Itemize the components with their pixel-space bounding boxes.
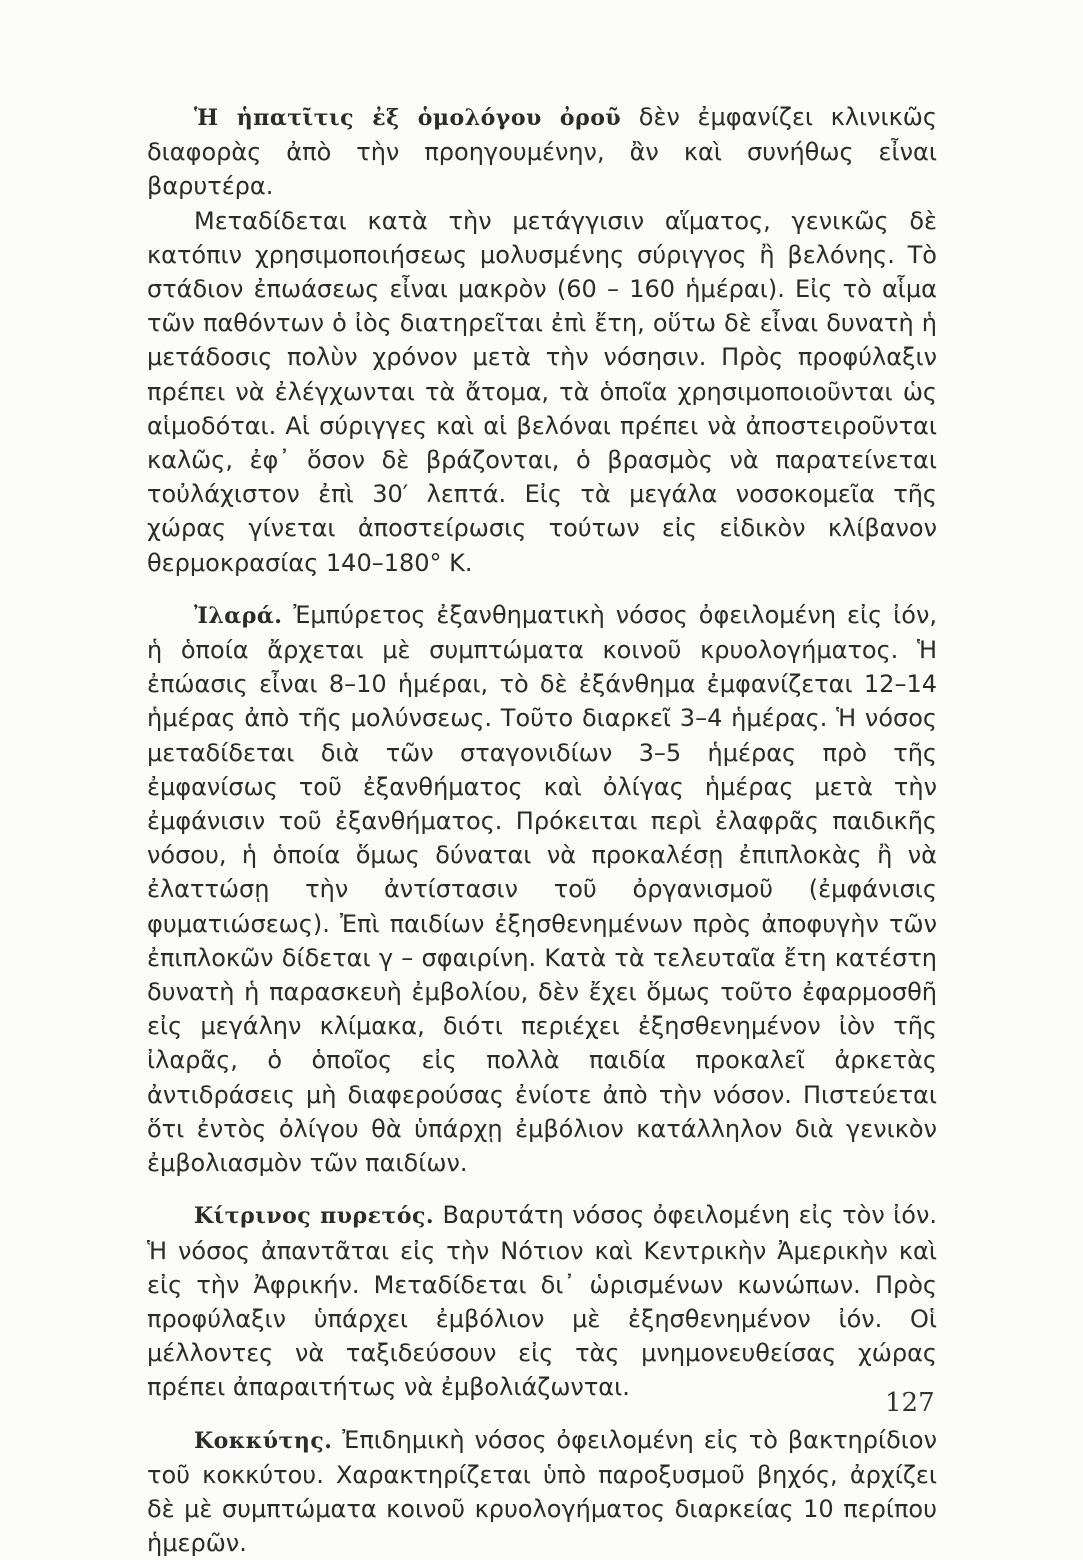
paragraph-text: Ἐμπύρετος ἐξανθηματικὴ νόσος ὀφειλομένη εἰς ἰόν, ἡ ὁποία ἄρχεται μὲ συμπτώματα κοινοῦ κρυολογήματος. Ἡ ἐπώασις εἶναι 8–10 ἡμέραι, τὸ δὲ ἐξάνθημα ἐμφανίζεται 12–14 ἡμέρας ἀπὸ τῆς μολύνσεως. Τοῦτο διαρκεῖ 3–4 ἡμέρας. Ἡ νόσος μεταδίδεται διὰ τῶν σταγονιδίων 3–5 ἡμέρας πρὸ τῆς ἐμφανίσως τοῦ ἐξανθήματος καὶ ὀλίγας ἡμέρας μετὰ τὴν ἐμφάνισιν τοῦ ἐξανθήματος. Πρόκειται περὶ ἐλαφρᾶς παιδικῆς νόσου, ἡ ὁποία ὅμως δύναται νὰ προκαλέσῃ ἐπιπλοκὰς ἢ νὰ ἐλαττώσῃ τὴν ἀντίστασιν τοῦ ὀργανισμοῦ (ἐμφάνισις φυματιώσεως). Ἐπὶ παιδίων ἐξησθενημένων πρὸς ἀποφυγὴν τῶν ἐπιπλοκῶν δίδεται γ – σφαιρίνη. Κατὰ τὰ τελευταῖα ἔτη κατέστη δυνατὴ ἡ παρασκευὴ ἐμβολίου, δὲν ἔχει ὅμως τοῦτο ἐφαρμοσθῆ εἰς μεγάλην κλίμακα, διότι περιέχει ἐξησθενημένον ἰὸν τῆς ἰλαρᾶς, ὁ ὁποῖος εἰς πολλὰ παιδία προκαλεῖ ἀρκετὰς ἀντιδράσεις μὴ διαφερούσας ἐνίοτε ἀπὸ τὴν νόσον. Πιστεύεται ὅτι ἐντὸς ὀλίγου θὰ ὑπάρχῃ ἐμβόλιον κατάλληλον διὰ γενικὸν ἐμβολιασμὸν τῶν παιδίων. bbox=[147, 600, 937, 1178]
paragraph-measles bbox=[147, 598, 937, 1180]
paragraph-heading: Κίτρινος πυρετός. bbox=[194, 1203, 435, 1230]
paragraph-heading: Ἰλαρά. bbox=[194, 602, 283, 629]
paragraph-yellow-fever bbox=[147, 1198, 937, 1404]
paragraph-heading: Κοκκύτης. bbox=[194, 1427, 333, 1454]
paragraph-pertussis bbox=[147, 1423, 937, 1560]
paragraph-text: Μεταδίδεται κατὰ τὴν μετάγγισιν αἵματος, γενικῶς δὲ κατόπιν χρησιμοποιήσεως μολυσμένης σύριγγος ἢ βελόνης. Τὸ στάδιον ἐπωάσεως εἶναι μακρὸν (60 – 160 ἡμέραι). Εἰς τὸ αἷμα τῶν παθόντων ὁ ἰὸς διατηρεῖται ἐπὶ ἔτη, οὕτω δὲ εἶναι δυνατὴ ἡ μετάδοσις πολὺν χρόνον μετὰ τὴν νόσησιν. Πρὸς προφύλαξιν πρέπει νὰ ἐλέγχωνται τὰ ἄτομα, τὰ ὁποῖα χρησιμοποιοῦνται ὡς αἱμοδόται. Αἱ σύριγγες καὶ αἱ βελόναι πρέπει νὰ ἀποστειροῦνται καλῶς, ἐφ᾽ ὅσον δὲ βράζονται, ὁ βρασμὸς νὰ παρατείνεται τοὐλάχιστον ἐπὶ 30′ λεπτά. Εἰς τὰ μεγάλα νοσοκομεῖα τῆς χώρας γίνεται ἀποστείρωσις τούτων εἰς εἰδικὸν κλίβανον θερμοκρασίας 140–180° Κ. bbox=[147, 206, 937, 577]
paragraph-text: Βαρυτάτη νόσος ὀφειλομένη εἰς τὸν ἰόν. Ἡ νόσος ἀπαντᾶται εἰς τὴν Νότιον καὶ Κεντρικὴν Ἀμερικὴν καὶ εἰς τὴν Ἀφρικήν. Μεταδίδεται δι᾽ ὡρισμένων κωνώπων. Πρὸς προφύλαξιν ὑπάρχει ἐμβόλιον μὲ ἐξησθενημένον ἰόν. Οἱ μέλλοντες νὰ ταξιδεύσουν εἰς τὰς μνημονευθείσας χώρας πρέπει ἀπαραιτήτως νὰ ἐμβολιάζωνται. bbox=[147, 1201, 938, 1402]
paragraph-text: Ἐπιδημικὴ νόσος ὀφειλομένη εἰς τὸ βακτηρίδιον τοῦ κοκκύτου. Χαρακτηρίζεται ὑπὸ παροξυσμοῦ βηχός, ἀρχίζει δὲ μὲ συμπτώματα κοινοῦ κρυολογήματος διαρκείας 10 περίπου ἡμερῶν. bbox=[147, 1425, 937, 1558]
paragraph-text: δὲν ἐμφανίζει κλινικῶς διαφορὰς ἀπὸ τὴν προηγουμένην, ἂν καὶ συνήθως εἶναι βαρυτέρα. bbox=[147, 103, 937, 201]
page-number: 127 bbox=[885, 1388, 935, 1418]
page-body bbox=[147, 100, 937, 1560]
paragraph-transmission bbox=[147, 204, 937, 580]
paragraph-heading: Ἡ ἡπατῖτις ἐξ ὁμολόγου ὀροῦ bbox=[194, 105, 622, 131]
paragraph-hepatitis-b bbox=[147, 100, 937, 204]
